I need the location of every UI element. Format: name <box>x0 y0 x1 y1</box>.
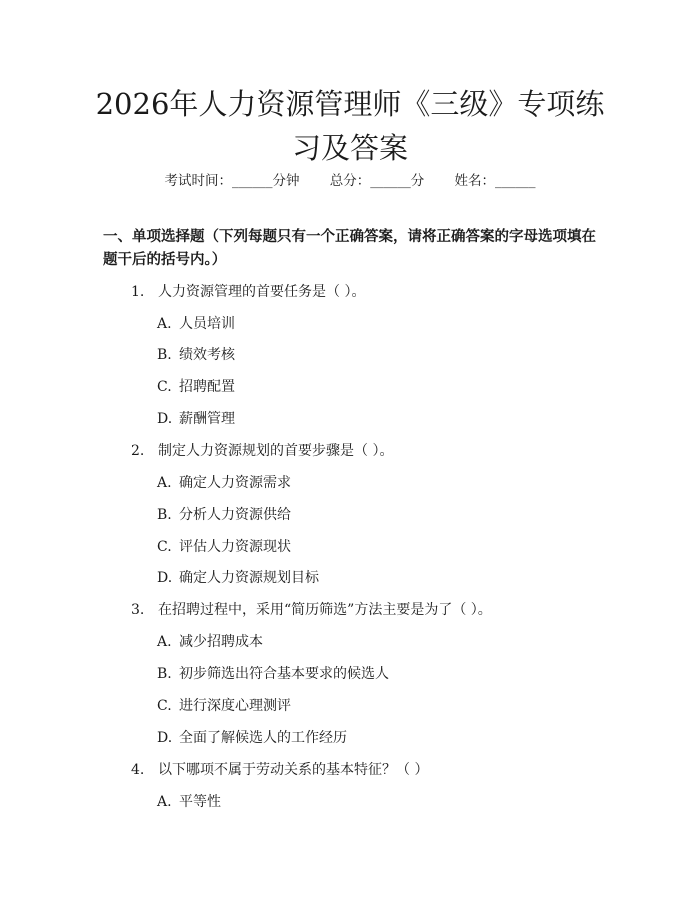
option-text: 薪酬管理 <box>179 411 235 427</box>
option-letter: B. <box>157 666 172 682</box>
question-text: 制定人力资源规划的首要步骤是（ ）。 <box>158 443 394 459</box>
option-text: 初步筛选出符合基本要求的候选人 <box>179 666 389 682</box>
question-number: 3. <box>131 602 145 618</box>
option-letter: D. <box>157 730 173 746</box>
question-2 <box>131 441 393 461</box>
option-2b <box>157 505 291 525</box>
option-2a <box>157 473 291 493</box>
option-3d <box>157 728 347 748</box>
option-letter: B. <box>157 347 172 363</box>
option-letter: D. <box>157 411 173 427</box>
option-text: 减少招聘成本 <box>179 634 263 650</box>
option-text: 全面了解候选人的工作经历 <box>179 730 347 746</box>
option-letter: A. <box>157 316 172 332</box>
option-3a <box>157 632 263 652</box>
option-letter: B. <box>157 507 172 523</box>
option-1d <box>157 409 235 429</box>
exam-time-field: 考试时间：______分钟 <box>164 173 300 189</box>
question-number: 2. <box>131 443 145 459</box>
option-letter: C. <box>157 539 172 555</box>
option-text: 分析人力资源供给 <box>179 507 291 523</box>
question-1 <box>131 282 365 302</box>
option-letter: A. <box>157 794 172 810</box>
option-4a <box>157 792 221 812</box>
option-1b <box>157 345 235 365</box>
question-text: 以下哪项不属于劳动关系的基本特征？（ ） <box>158 762 429 778</box>
option-text: 评估人力资源现状 <box>179 539 291 555</box>
option-text: 平等性 <box>179 794 221 810</box>
question-3 <box>131 600 492 620</box>
question-text: 人力资源管理的首要任务是（ ）。 <box>158 284 366 300</box>
exam-info <box>0 169 700 189</box>
option-letter: C. <box>157 698 172 714</box>
question-number: 1. <box>131 284 145 300</box>
option-2d <box>157 568 319 588</box>
option-2c <box>157 537 291 557</box>
option-letter: A. <box>157 634 172 650</box>
option-1a <box>157 314 235 334</box>
name-field: 姓名：______ <box>454 173 536 189</box>
section-heading: 一、单项选择题（下列每题只有一个正确答案，请将正确答案的字母选项填在题干后的括号内。） <box>103 229 596 268</box>
option-letter: D. <box>157 570 173 586</box>
option-3c <box>157 696 291 716</box>
option-letter: A. <box>157 475 172 491</box>
option-text: 绩效考核 <box>179 347 235 363</box>
option-text: 人员培训 <box>179 316 235 332</box>
option-text: 确定人力资源规划目标 <box>179 570 319 586</box>
question-text: 在招聘过程中，采用“简历筛选”方法主要是为了（ ）。 <box>158 602 492 618</box>
question-4 <box>131 760 428 780</box>
option-text: 确定人力资源需求 <box>179 475 291 491</box>
option-text: 进行深度心理测评 <box>179 698 291 714</box>
option-text: 招聘配置 <box>179 379 235 395</box>
option-1c <box>157 377 235 397</box>
option-letter: C. <box>157 379 172 395</box>
option-3b <box>157 664 389 684</box>
question-number: 4. <box>131 762 145 778</box>
total-score-field: 总分：______分 <box>329 173 425 189</box>
document-title: 2026年人力资源管理师《三级》专项练习及答案 <box>95 87 605 165</box>
